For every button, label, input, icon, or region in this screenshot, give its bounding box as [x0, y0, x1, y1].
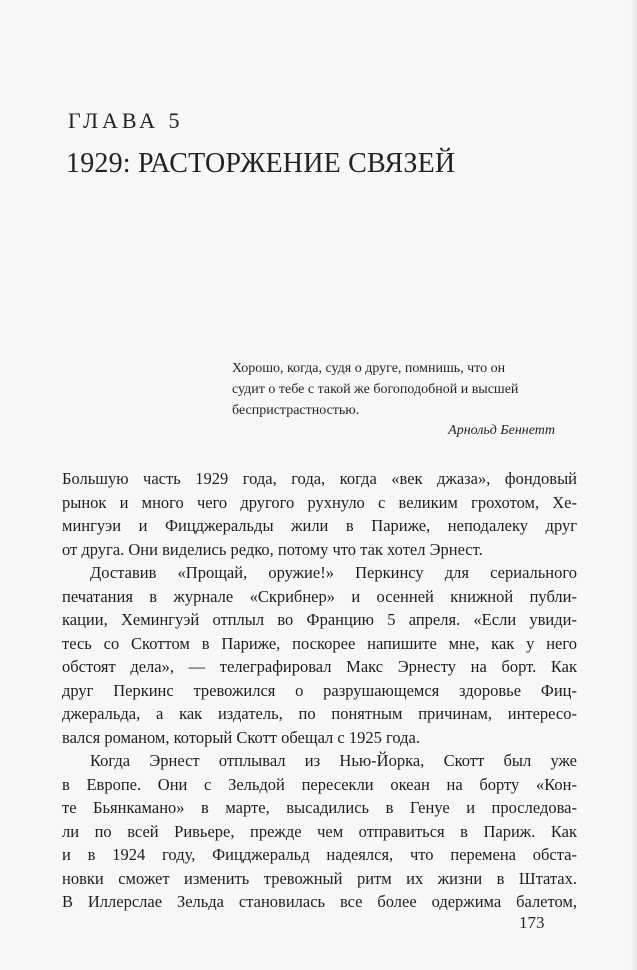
text-line: рынок и много чего другого рухнуло с великим грохотом, Хе-	[62, 492, 577, 512]
text-line: вался романом, который Скотт обещал с 1925 года.	[62, 727, 420, 747]
text-line: новки сможет изменить тревожный ритм их жизни в Штатах.	[62, 868, 577, 888]
chapter-title: 1929: РАСТОРЖЕНИЕ СВЯЗЕЙ	[66, 148, 456, 179]
epigraph-line: судит о тебе с такой же богоподобной и высшей	[232, 382, 519, 397]
text-line: печатания в журнале «Скрибнер» и осенней книжной публи-	[62, 586, 577, 606]
text-line: и в 1924 году, Фицджеральд надеялся, что перемена обста-	[62, 845, 577, 864]
text-line: те Бьянкамано» в марте, высадились в Генуе и проследова-	[62, 798, 577, 817]
page-number: 173	[519, 913, 545, 932]
text-line: тесь со Скоттом в Париже, поскорее напишите мне, как у него	[62, 633, 577, 653]
text-line: в Европе. Они с Зельдой пересекли океан на борту «Кон-	[62, 774, 577, 794]
epigraph	[232, 358, 570, 421]
text-line: кации, Хемингуэй отплыл во Францию 5 апреля. «Если увиди-	[62, 610, 577, 629]
text-line: от друга. Они виделись редко, потому что так хотел Эрнест.	[62, 539, 483, 559]
text-line: Доставив «Прощай, оружие!» Перкинсу для сериального	[90, 563, 577, 582]
epigraph-line: Хорошо, когда, судя о друге, помнишь, что он	[232, 361, 506, 376]
text-line: обстоят дела», — телеграфировал Макс Эрнесту на борт. Как	[62, 657, 577, 676]
text-line: мингуэи и Фицджеральды жили в Париже, неподалеку друг	[62, 516, 577, 535]
text-line: В Иллерслае Зельда становилась все более одержима балетом,	[62, 892, 577, 911]
text-line: джеральда, а как издатель, по понятным причинам, интересо-	[62, 704, 577, 723]
text-line: друг Перкинс тревожился о разрушающемся здоровье Фиц-	[62, 680, 577, 700]
page-edge-shadow	[631, 0, 637, 970]
text-line: Когда Эрнест отплывал из Нью-Йорка, Скотт был уже	[90, 751, 577, 770]
body-text	[62, 467, 577, 914]
chapter-label: ГЛАВА 5	[68, 108, 184, 133]
epigraph-line: беспристрастностью.	[232, 403, 360, 418]
text-line: ли по всей Ривьере, прежде чем отправиться в Париж. Как	[62, 821, 577, 841]
epigraph-author: Арнольд Беннетт	[448, 423, 555, 438]
text-line: Большую часть 1929 года, года, когда «век джаза», фондовый	[62, 469, 577, 488]
